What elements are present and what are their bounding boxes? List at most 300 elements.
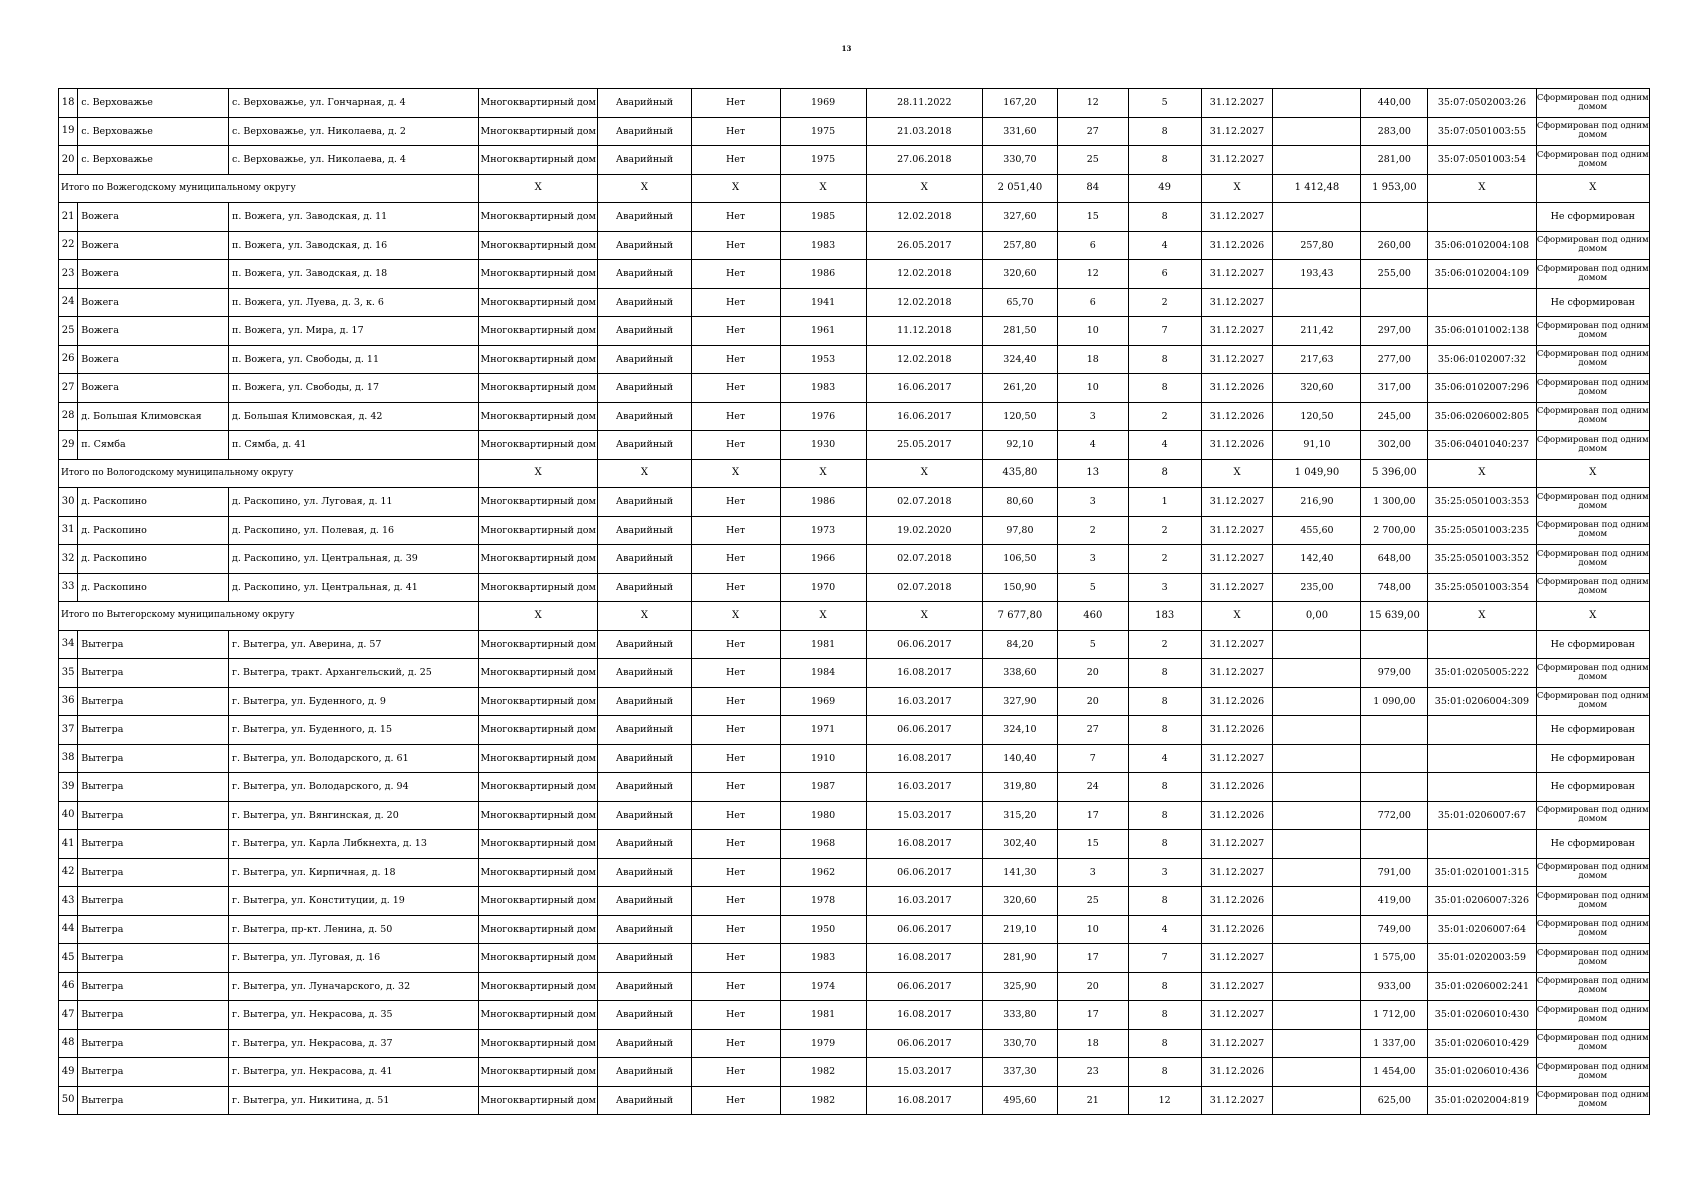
cell-address: п. Вожега, ул. Свободы, д. 11 (229, 345, 479, 374)
cell-address: п. Вожега, ул. Заводская, д. 16 (229, 231, 479, 260)
cell-area: 257,80 (982, 231, 1057, 260)
cell-land-status: Сформирован под одним домом (1536, 117, 1649, 146)
cell-address: г. Вытегра, ул. Некрасова, д. 41 (229, 1058, 479, 1087)
cell-residents: 21 (1057, 1086, 1128, 1115)
cell-resettlement-deadline: 31.12.2027 (1201, 1001, 1273, 1030)
cell-cultural-heritage: Нет (691, 573, 780, 602)
cell-cultural-heritage: Нет (691, 203, 780, 232)
cell-residents: 27 (1057, 716, 1128, 745)
cell-resettlement-deadline: 31.12.2027 (1201, 146, 1273, 175)
cell-recognition-date: 21.03.2018 (866, 117, 982, 146)
cell-residents: 18 (1057, 1029, 1128, 1058)
cell-land-cadastral-number: 35:25:0501003:352 (1428, 545, 1536, 574)
cell-building-type: Многоквартирный дом (479, 1058, 598, 1087)
cell-land-cadastral-number (1428, 288, 1536, 317)
cell-resettlement-deadline: 31.12.2027 (1201, 488, 1273, 517)
cell-land-status: Сформирован под одним домом (1536, 915, 1649, 944)
cell-year-built: 1986 (780, 260, 866, 289)
cell-land-status: Сформирован под одним домом (1536, 1001, 1649, 1030)
cell-recognition-date: 02.07.2018 (866, 488, 982, 517)
subtotal-cell-residents: 84 (1057, 174, 1128, 203)
cell-recognition-date: 16.03.2017 (866, 687, 982, 716)
table-row (59, 1058, 1650, 1087)
cell-resettlement-deadline: 31.12.2026 (1201, 431, 1273, 460)
cell-land-area: 1 712,00 (1361, 1001, 1428, 1030)
cell-area: 320,60 (982, 260, 1057, 289)
cell-condition: Аварийный (598, 630, 691, 659)
cell-year-built: 1969 (780, 89, 866, 118)
cell-cadastral-value (1273, 773, 1361, 802)
cell-resettlement-deadline: 31.12.2027 (1201, 630, 1273, 659)
cell-land-status: Сформирован под одним домом (1536, 1058, 1649, 1087)
cell-address: г. Вытегра, ул. Луначарского, д. 32 (229, 972, 479, 1001)
cell-recognition-date: 06.06.2017 (866, 630, 982, 659)
cell-settlement: Вытегра (78, 687, 229, 716)
cell-row-number: 29 (59, 431, 78, 460)
cell-cadastral-value: 142,40 (1273, 545, 1361, 574)
table-row (59, 830, 1650, 859)
cell-condition: Аварийный (598, 402, 691, 431)
table-row (59, 858, 1650, 887)
cell-land-cadastral-number: 35:06:0401040:237 (1428, 431, 1536, 460)
cell-land-area: 979,00 (1361, 659, 1428, 688)
cell-address: п. Вожега, ул. Заводская, д. 18 (229, 260, 479, 289)
cell-land-status: Не сформирован (1536, 288, 1649, 317)
cell-apartments: 3 (1128, 573, 1201, 602)
cell-cadastral-value (1273, 972, 1361, 1001)
cell-land-status: Сформирован под одним домом (1536, 260, 1649, 289)
subtotal-cell-building-type: X (479, 174, 598, 203)
cell-row-number: 21 (59, 203, 78, 232)
cell-resettlement-deadline: 31.12.2027 (1201, 317, 1273, 346)
cell-residents: 23 (1057, 1058, 1128, 1087)
cell-apartments: 4 (1128, 431, 1201, 460)
subtotal-cell-cadastral-value: 0,00 (1273, 602, 1361, 631)
cell-row-number: 50 (59, 1086, 78, 1115)
cell-cadastral-value (1273, 801, 1361, 830)
table-row (59, 744, 1650, 773)
cell-apartments: 5 (1128, 89, 1201, 118)
cell-resettlement-deadline: 31.12.2027 (1201, 203, 1273, 232)
cell-land-cadastral-number (1428, 203, 1536, 232)
cell-apartments: 4 (1128, 915, 1201, 944)
cell-address: с. Верховажье, ул. Николаева, д. 4 (229, 146, 479, 175)
subtotal-cell-cultural-heritage: X (691, 459, 780, 488)
cell-cultural-heritage: Нет (691, 972, 780, 1001)
cell-land-cadastral-number: 35:01:0202004:819 (1428, 1086, 1536, 1115)
cell-row-number: 35 (59, 659, 78, 688)
cell-building-type: Многоквартирный дом (479, 630, 598, 659)
cell-condition: Аварийный (598, 944, 691, 973)
cell-settlement: Вожега (78, 231, 229, 260)
cell-settlement: Вожега (78, 288, 229, 317)
cell-condition: Аварийный (598, 1001, 691, 1030)
table-row (59, 89, 1650, 118)
subtotal-label: Итого по Вологодскому муниципальному округу (59, 459, 479, 488)
cell-row-number: 48 (59, 1029, 78, 1058)
cell-apartments: 8 (1128, 773, 1201, 802)
cell-year-built: 1982 (780, 1086, 866, 1115)
cell-address: г. Вытегра, ул. Конституции, д. 19 (229, 887, 479, 916)
cell-row-number: 24 (59, 288, 78, 317)
cell-residents: 10 (1057, 915, 1128, 944)
subtotal-cell-condition: X (598, 602, 691, 631)
cell-cadastral-value (1273, 830, 1361, 859)
cell-settlement: п. Сямба (78, 431, 229, 460)
cell-land-cadastral-number: 35:07:0501003:55 (1428, 117, 1536, 146)
cell-recognition-date: 02.07.2018 (866, 545, 982, 574)
cell-land-cadastral-number: 35:07:0501003:54 (1428, 146, 1536, 175)
cell-resettlement-deadline: 31.12.2027 (1201, 288, 1273, 317)
cell-row-number: 39 (59, 773, 78, 802)
cell-cadastral-value: 216,90 (1273, 488, 1361, 517)
cell-cadastral-value (1273, 944, 1361, 973)
cell-land-status: Сформирован под одним домом (1536, 858, 1649, 887)
cell-resettlement-deadline: 31.12.2027 (1201, 659, 1273, 688)
cell-settlement: Вытегра (78, 716, 229, 745)
cell-land-area: 648,00 (1361, 545, 1428, 574)
cell-area: 319,80 (982, 773, 1057, 802)
table-row (59, 687, 1650, 716)
cell-area: 80,60 (982, 488, 1057, 517)
subtotal-cell-land-status: X (1536, 459, 1649, 488)
cell-year-built: 1983 (780, 374, 866, 403)
cell-recognition-date: 06.06.2017 (866, 716, 982, 745)
cell-area: 150,90 (982, 573, 1057, 602)
cell-area: 97,80 (982, 516, 1057, 545)
cell-condition: Аварийный (598, 545, 691, 574)
cell-condition: Аварийный (598, 231, 691, 260)
cell-recognition-date: 16.08.2017 (866, 1086, 982, 1115)
cell-building-type: Многоквартирный дом (479, 1029, 598, 1058)
cell-land-cadastral-number: 35:01:0206010:430 (1428, 1001, 1536, 1030)
subtotal-cell-condition: X (598, 174, 691, 203)
cell-condition: Аварийный (598, 317, 691, 346)
cell-address: г. Вытегра, ул. Аверина, д. 57 (229, 630, 479, 659)
cell-address: г. Вытегра, ул. Володарского, д. 94 (229, 773, 479, 802)
cell-row-number: 26 (59, 345, 78, 374)
table-row (59, 488, 1650, 517)
cell-area: 167,20 (982, 89, 1057, 118)
cell-land-cadastral-number: 35:06:0102007:296 (1428, 374, 1536, 403)
subtotal-label: Итого по Вытегорскому муниципальному округу (59, 602, 479, 631)
cell-building-type: Многоквартирный дом (479, 231, 598, 260)
cell-address: д. Раскопино, ул. Полевая, д. 16 (229, 516, 479, 545)
cell-cultural-heritage: Нет (691, 659, 780, 688)
cell-area: 327,90 (982, 687, 1057, 716)
cell-resettlement-deadline: 31.12.2026 (1201, 374, 1273, 403)
cell-residents: 3 (1057, 858, 1128, 887)
cell-residents: 17 (1057, 944, 1128, 973)
cell-land-status: Не сформирован (1536, 716, 1649, 745)
cell-address: с. Верховажье, ул. Николаева, д. 2 (229, 117, 479, 146)
cell-residents: 25 (1057, 887, 1128, 916)
cell-land-status: Сформирован под одним домом (1536, 687, 1649, 716)
cell-residents: 15 (1057, 203, 1128, 232)
cell-year-built: 1976 (780, 402, 866, 431)
cell-cadastral-value (1273, 288, 1361, 317)
cell-resettlement-deadline: 31.12.2027 (1201, 345, 1273, 374)
cell-settlement: Вытегра (78, 801, 229, 830)
cell-building-type: Многоквартирный дом (479, 488, 598, 517)
cell-land-status: Сформирован под одним домом (1536, 573, 1649, 602)
cell-residents: 2 (1057, 516, 1128, 545)
cell-land-area: 255,00 (1361, 260, 1428, 289)
subtotal-cell-area: 435,80 (982, 459, 1057, 488)
cell-land-cadastral-number (1428, 716, 1536, 745)
cell-row-number: 45 (59, 944, 78, 973)
subtotal-label: Итого по Вожегодскому муниципальному округу (59, 174, 479, 203)
cell-settlement: Вожега (78, 203, 229, 232)
cell-cultural-heritage: Нет (691, 630, 780, 659)
cell-row-number: 40 (59, 801, 78, 830)
cell-row-number: 19 (59, 117, 78, 146)
cell-building-type: Многоквартирный дом (479, 915, 598, 944)
cell-land-status: Не сформирован (1536, 630, 1649, 659)
cell-cadastral-value (1273, 203, 1361, 232)
cell-year-built: 1953 (780, 345, 866, 374)
cell-land-area: 440,00 (1361, 89, 1428, 118)
cell-year-built: 1969 (780, 687, 866, 716)
table-row (59, 146, 1650, 175)
cell-cultural-heritage: Нет (691, 801, 780, 830)
cell-cultural-heritage: Нет (691, 402, 780, 431)
cell-cadastral-value: 91,10 (1273, 431, 1361, 460)
cell-cadastral-value (1273, 1029, 1361, 1058)
cell-settlement: Вожега (78, 260, 229, 289)
cell-recognition-date: 06.06.2017 (866, 915, 982, 944)
cell-year-built: 1971 (780, 716, 866, 745)
cell-condition: Аварийный (598, 1086, 691, 1115)
cell-settlement: Вожега (78, 374, 229, 403)
cell-apartments: 2 (1128, 402, 1201, 431)
cell-settlement: Вожега (78, 317, 229, 346)
cell-address: п. Сямба, д. 41 (229, 431, 479, 460)
cell-land-cadastral-number: 35:06:0102004:108 (1428, 231, 1536, 260)
cell-building-type: Многоквартирный дом (479, 545, 598, 574)
cell-address: г. Вытегра, ул. Вянгинская, д. 20 (229, 801, 479, 830)
cell-building-type: Многоквартирный дом (479, 944, 598, 973)
cell-cultural-heritage: Нет (691, 716, 780, 745)
cell-land-status: Сформирован под одним домом (1536, 89, 1649, 118)
cell-residents: 15 (1057, 830, 1128, 859)
cell-residents: 3 (1057, 402, 1128, 431)
cell-address: г. Вытегра, ул. Кирпичная, д. 18 (229, 858, 479, 887)
cell-condition: Аварийный (598, 1029, 691, 1058)
cell-row-number: 36 (59, 687, 78, 716)
cell-area: 325,90 (982, 972, 1057, 1001)
cell-recognition-date: 16.03.2017 (866, 887, 982, 916)
cell-year-built: 1982 (780, 1058, 866, 1087)
cell-address: д. Большая Климовская, д. 42 (229, 402, 479, 431)
cell-land-cadastral-number: 35:01:0205005:222 (1428, 659, 1536, 688)
cell-residents: 10 (1057, 374, 1128, 403)
cell-area: 337,30 (982, 1058, 1057, 1087)
cell-settlement: д. Большая Климовская (78, 402, 229, 431)
cell-land-area: 1 300,00 (1361, 488, 1428, 517)
cell-building-type: Многоквартирный дом (479, 345, 598, 374)
cell-address: г. Вытегра, ул. Карла Либкнехта, д. 13 (229, 830, 479, 859)
cell-land-status: Сформирован под одним домом (1536, 944, 1649, 973)
subtotal-cell-land-area: 5 396,00 (1361, 459, 1428, 488)
cell-recognition-date: 06.06.2017 (866, 1029, 982, 1058)
cell-land-status: Не сформирован (1536, 203, 1649, 232)
cell-cultural-heritage: Нет (691, 516, 780, 545)
cell-land-area: 281,00 (1361, 146, 1428, 175)
cell-condition: Аварийный (598, 1058, 691, 1087)
cell-row-number: 32 (59, 545, 78, 574)
cell-condition: Аварийный (598, 488, 691, 517)
cell-cultural-heritage: Нет (691, 260, 780, 289)
cell-cultural-heritage: Нет (691, 773, 780, 802)
subtotal-cell-land-status: X (1536, 602, 1649, 631)
cell-recognition-date: 27.06.2018 (866, 146, 982, 175)
cell-residents: 25 (1057, 146, 1128, 175)
cell-address: п. Вожега, ул. Мира, д. 17 (229, 317, 479, 346)
cell-year-built: 1981 (780, 630, 866, 659)
cell-area: 324,10 (982, 716, 1057, 745)
cell-land-cadastral-number: 35:07:0502003:26 (1428, 89, 1536, 118)
cell-settlement: Вытегра (78, 659, 229, 688)
cell-recognition-date: 16.08.2017 (866, 659, 982, 688)
cell-building-type: Многоквартирный дом (479, 801, 598, 830)
cell-row-number: 22 (59, 231, 78, 260)
cell-cadastral-value (1273, 146, 1361, 175)
cell-residents: 18 (1057, 345, 1128, 374)
subtotal-cell-recognition-date: X (866, 602, 982, 631)
table-row (59, 1029, 1650, 1058)
cell-address: д. Раскопино, ул. Центральная, д. 39 (229, 545, 479, 574)
cell-condition: Аварийный (598, 288, 691, 317)
cell-cultural-heritage: Нет (691, 1086, 780, 1115)
cell-condition: Аварийный (598, 773, 691, 802)
cell-condition: Аварийный (598, 716, 691, 745)
cell-land-status: Сформирован под одним домом (1536, 345, 1649, 374)
cell-condition: Аварийный (598, 830, 691, 859)
cell-resettlement-deadline: 31.12.2027 (1201, 545, 1273, 574)
cell-land-cadastral-number: 35:01:0206007:67 (1428, 801, 1536, 830)
cell-land-cadastral-number: 35:25:0501003:235 (1428, 516, 1536, 545)
cell-condition: Аварийный (598, 573, 691, 602)
cell-recognition-date: 16.08.2017 (866, 944, 982, 973)
cell-land-area: 625,00 (1361, 1086, 1428, 1115)
cell-row-number: 49 (59, 1058, 78, 1087)
page-number: 13 (841, 44, 852, 53)
cell-recognition-date: 25.05.2017 (866, 431, 982, 460)
cell-land-cadastral-number: 35:01:0206010:429 (1428, 1029, 1536, 1058)
cell-year-built: 1941 (780, 288, 866, 317)
cell-year-built: 1979 (780, 1029, 866, 1058)
cell-recognition-date: 19.02.2020 (866, 516, 982, 545)
cell-cultural-heritage: Нет (691, 830, 780, 859)
cell-recognition-date: 12.02.2018 (866, 260, 982, 289)
cell-apartments: 7 (1128, 317, 1201, 346)
cell-apartments: 8 (1128, 801, 1201, 830)
cell-resettlement-deadline: 31.12.2027 (1201, 944, 1273, 973)
cell-area: 331,60 (982, 117, 1057, 146)
cell-settlement: Вытегра (78, 1086, 229, 1115)
cell-land-status: Сформирован под одним домом (1536, 545, 1649, 574)
cell-apartments: 4 (1128, 744, 1201, 773)
table-row (59, 545, 1650, 574)
cell-address: г. Вытегра, пр-кт. Ленина, д. 50 (229, 915, 479, 944)
cell-resettlement-deadline: 31.12.2027 (1201, 830, 1273, 859)
cell-resettlement-deadline: 31.12.2026 (1201, 1058, 1273, 1087)
cell-row-number: 34 (59, 630, 78, 659)
subtotal-cell-residents: 460 (1057, 602, 1128, 631)
cell-land-area: 245,00 (1361, 402, 1428, 431)
table-row (59, 716, 1650, 745)
cell-settlement: д. Раскопино (78, 573, 229, 602)
cell-residents: 17 (1057, 801, 1128, 830)
cell-row-number: 41 (59, 830, 78, 859)
cell-residents: 4 (1057, 431, 1128, 460)
cell-address: п. Вожега, ул. Свободы, д. 17 (229, 374, 479, 403)
cell-cadastral-value (1273, 630, 1361, 659)
subtotal-cell-resettlement-deadline: X (1201, 459, 1273, 488)
cell-year-built: 1950 (780, 915, 866, 944)
cell-building-type: Многоквартирный дом (479, 374, 598, 403)
cell-cadastral-value: 235,00 (1273, 573, 1361, 602)
cell-apartments: 8 (1128, 687, 1201, 716)
table-row (59, 231, 1650, 260)
cell-row-number: 27 (59, 374, 78, 403)
cell-land-area: 260,00 (1361, 231, 1428, 260)
cell-apartments: 3 (1128, 858, 1201, 887)
table-row (59, 972, 1650, 1001)
cell-building-type: Многоквартирный дом (479, 1086, 598, 1115)
subtotal-cell-building-type: X (479, 459, 598, 488)
cell-cultural-heritage: Нет (691, 887, 780, 916)
cell-condition: Аварийный (598, 431, 691, 460)
cell-apartments: 1 (1128, 488, 1201, 517)
cell-land-status: Сформирован под одним домом (1536, 374, 1649, 403)
subtotal-cell-cadastral-value: 1 412,48 (1273, 174, 1361, 203)
cell-resettlement-deadline: 31.12.2027 (1201, 972, 1273, 1001)
cell-land-area (1361, 830, 1428, 859)
cell-residents: 5 (1057, 573, 1128, 602)
cell-building-type: Многоквартирный дом (479, 516, 598, 545)
cell-residents: 12 (1057, 260, 1128, 289)
cell-land-status: Сформирован под одним домом (1536, 1029, 1649, 1058)
cell-building-type: Многоквартирный дом (479, 260, 598, 289)
cell-land-area: 297,00 (1361, 317, 1428, 346)
subtotal-cell-building-type: X (479, 602, 598, 631)
cell-condition: Аварийный (598, 858, 691, 887)
cell-area: 330,70 (982, 1029, 1057, 1058)
cell-settlement: с. Верховажье (78, 89, 229, 118)
table-row (59, 773, 1650, 802)
table-row (59, 516, 1650, 545)
cell-resettlement-deadline: 31.12.2027 (1201, 89, 1273, 118)
table-row (59, 915, 1650, 944)
cell-cultural-heritage: Нет (691, 89, 780, 118)
cell-cultural-heritage: Нет (691, 858, 780, 887)
cell-settlement: Вытегра (78, 1001, 229, 1030)
cell-area: 261,20 (982, 374, 1057, 403)
cell-recognition-date: 26.05.2017 (866, 231, 982, 260)
cell-land-cadastral-number: 35:25:0501003:353 (1428, 488, 1536, 517)
table-row (59, 659, 1650, 688)
cell-settlement: д. Раскопино (78, 516, 229, 545)
cell-cadastral-value: 120,50 (1273, 402, 1361, 431)
cell-building-type: Многоквартирный дом (479, 431, 598, 460)
cell-cultural-heritage: Нет (691, 231, 780, 260)
cell-building-type: Многоквартирный дом (479, 1001, 598, 1030)
cell-recognition-date: 02.07.2018 (866, 573, 982, 602)
cell-address: д. Раскопино, ул. Центральная, д. 41 (229, 573, 479, 602)
cell-cultural-heritage: Нет (691, 1058, 780, 1087)
